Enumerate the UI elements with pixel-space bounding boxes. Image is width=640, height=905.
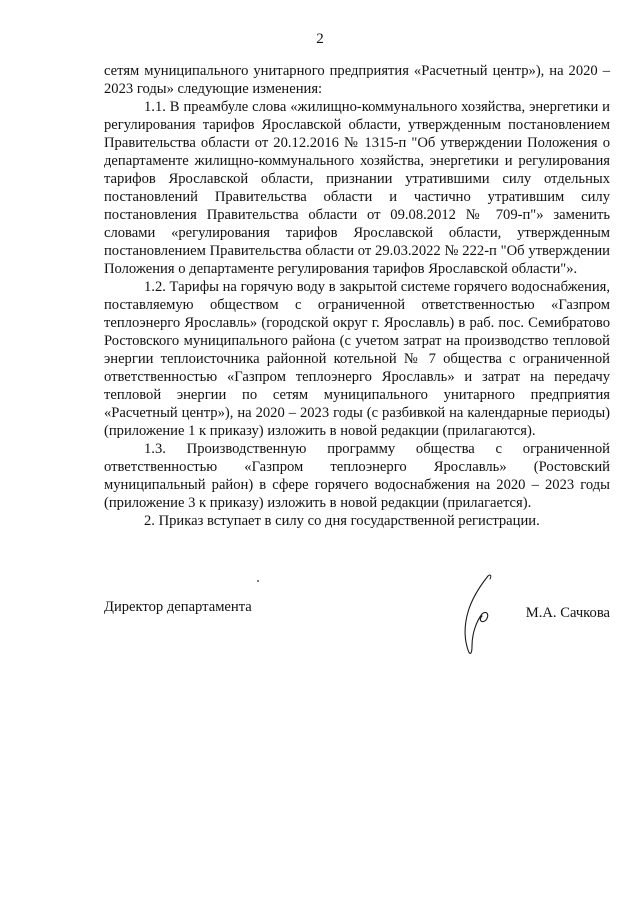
signature-block [104, 598, 610, 628]
paragraph-2: 2. Приказ вступает в силу со дня государственной регистрации. [144, 513, 540, 529]
paragraph-1-3: 1.3. Производственную программу общества с ограниченной ответственностью «Газпром теплоэнерго Ярославль» (Ростовский муниципальный район) в сфере горячего водоснабжения на 2020 – 2023 годы (приложение 3 к приказу) изложить в новой редакции (прилагается). [104, 441, 610, 511]
document-body [104, 62, 610, 530]
signatory-position: Директор департамента [104, 599, 252, 615]
paragraph-intro-continuation: сетям муниципального унитарного предприятия «Расчетный центр»), на 2020 – 2023 годы» следующие изменения: [104, 63, 610, 97]
scan-speck [257, 580, 259, 582]
paragraph-1-1: 1.1. В преамбуле слова «жилищно-коммунального хозяйства, энергетики и регулирования тарифов Ярославской области, утвержденным постановлением Правительства области от 20.12.2016 № 1315-п "Об утверждении Положения о департаменте жилищно-коммунального хозяйства, энергетики и регулирования тарифов Ярославской области, признании утратившими силу отдельных постановлений Правительства области и частично утратившим силу постановления Правительства области от 09.08.2012 № 709-п"» заменить словами «регулирования тарифов Ярославской области, утвержденным постановлением Правительства области от 29.03.2022 № 222-п "Об утверждении Положения о департаменте регулирования тарифов Ярославской области"». [104, 99, 610, 277]
page-number: 2 [316, 31, 324, 47]
signatory-name: М.А. Сачкова [525, 605, 610, 621]
paragraph-1-2: 1.2. Тарифы на горячую воду в закрытой системе горячего водоснабжения, поставляемую обществом с ограниченной ответственностью «Газпром теплоэнерго Ярославль» (городской округ г. Ярославль) в раб. пос. Семибратово Ростовского муниципального района (с учетом затрат на производство тепловой энергии теплоисточника районной котельной № 7 общества с ограниченной ответственностью «Газпром теплоэнерго Ярославль» и затрат на передачу тепловой энергии по сетям муниципального унитарного предприятия «Расчетный центр»), на 2020 – 2023 годы (с разбивкой на календарные периоды) (приложение 1 к приказу) изложить в новой редакции (прилагаются). [104, 279, 610, 439]
handwritten-signature [450, 572, 510, 657]
